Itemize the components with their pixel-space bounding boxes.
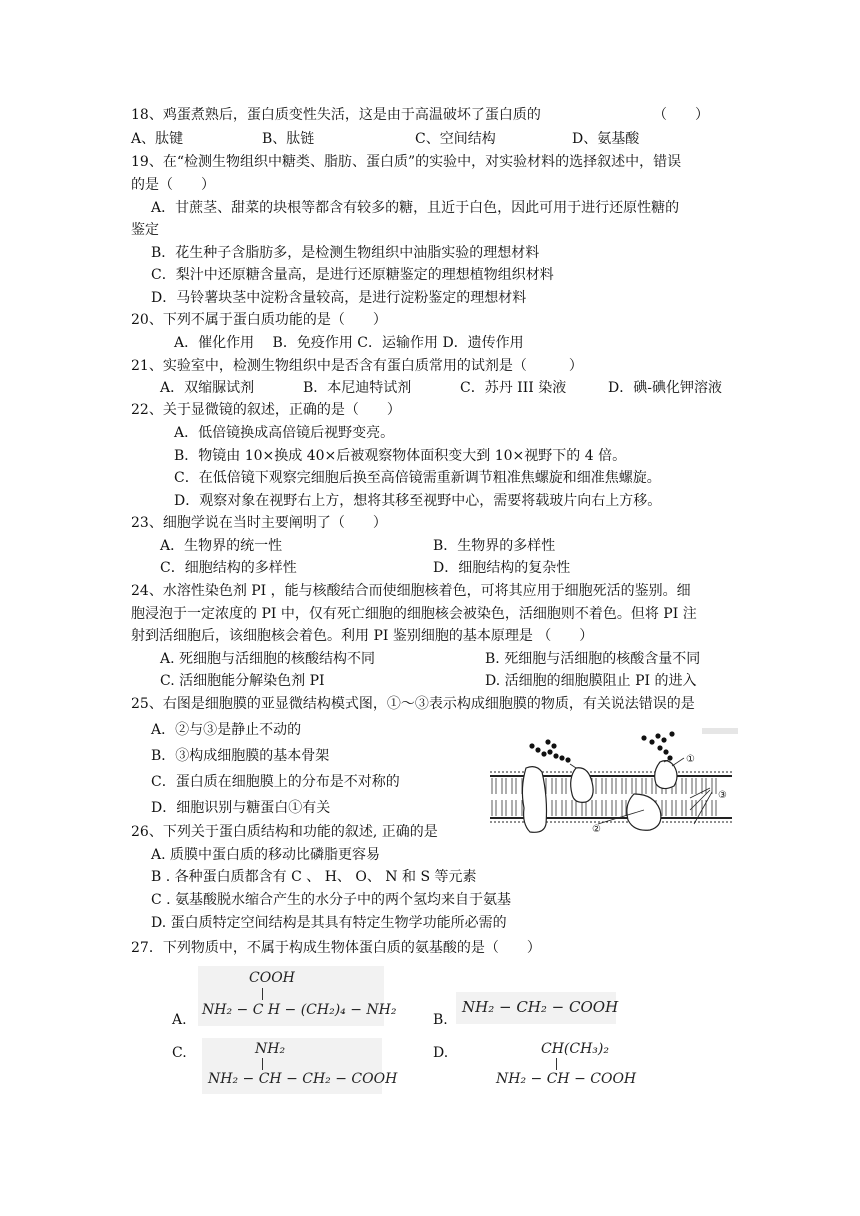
q26-option-b: B . 各种蛋白质都含有 C 、 H、 O、 N 和 S 等元素 [151,869,477,885]
label-3: ③ [718,790,727,801]
q18-option-a: A、肽键 [131,131,184,147]
q25-option-d: D．细胞识别与糖蛋白①有关 [151,800,331,816]
formula-a-bond [262,988,263,1000]
q25-option-a: A．②与③是静止不动的 [151,722,302,738]
q22-option-c: C．在低倍镜下观察完细胞后换至高倍镜需重新调节粗准焦螺旋和细准焦螺旋。 [174,470,661,486]
q23-stem: 23、细胞学说在当时主要阐明了（ ） [131,515,387,531]
q22-option-d: D．观察对象在视野右上方，想将其移至视野中心，需要将载玻片向右上方移。 [174,493,662,509]
q21-stem: 21、实验室中，检测生物组织中是否含有蛋白质常用的试剂是（ ） [131,358,583,374]
q19-option-a-line1: A．甘蔗茎、甜菜的块根等都含有较多的糖，且近于白色，因此可用于进行还原性糖的 [151,200,680,216]
q19-stem-line1: 19、在“检测生物组织中糖类、脂肪、蛋白质”的实验中，对实验材料的选择叙述中，错误 [131,154,682,170]
q24-option-c: C. 活细胞能分解染色剂 PI [160,673,325,689]
q18-answer-paren: （ ） [653,107,709,123]
formula-a-main: NH₂ − C H − (CH₂)₄ − NH₂ [202,1002,397,1018]
q25-option-c: C．蛋白质在细胞膜上的分布是不对称的 [151,774,400,790]
formula-d-bond [556,1058,557,1070]
q21-option-d: D．碘-碘化钾溶液 [608,380,722,396]
q27-stem: 27．下列物质中，不属于构成生物体蛋白质的氨基酸的是（ ） [131,940,541,956]
q18-option-b: B、肽链 [262,131,315,147]
q21-option-a: A．双缩脲试剂 [160,380,255,396]
formula-c-main: NH₂ − CH − CH₂ − COOH [208,1071,398,1087]
q19-option-a-line2: 鉴定 [131,222,159,238]
formula-d-main: NH₂ − CH − COOH [496,1071,637,1087]
q22-stem: 22、关于显微镜的叙述，正确的是（ ） [131,402,401,418]
formula-a-top: COOH [249,970,295,986]
q19-stem-line2: 的是（ ） [131,177,215,193]
q26-option-c: C . 氨基酸脱水缩合产生的水分子中的两个氢均来自于氨基 [151,892,512,908]
q24-option-b: B. 死细胞与活细胞的核酸含量不同 [485,651,701,667]
q23-option-d: D．细胞结构的复杂性 [433,560,571,576]
q24-stem-line3: 射到活细胞后，该细胞核会着色。利用 PI 鉴别细胞的基本原理是 （ ） [131,628,594,644]
q23-option-c: C．细胞结构的多样性 [160,560,297,576]
q18-stem: 18、鸡蛋煮熟后，蛋白质变性失活，这是由于高温破坏了蛋白质的 [131,107,541,123]
formula-d-top: CH(CH₃)₂ [541,1041,609,1057]
q27-label-b: B. [433,1012,448,1028]
q27-label-a: A. [172,1012,187,1028]
label-2: ② [592,824,601,835]
q22-option-a: A．低倍镜换成高倍镜后视野变亮。 [174,425,395,441]
q18-option-d: D、氨基酸 [572,131,640,147]
q25-stem: 25、右图是细胞膜的亚显微结构模式图，①～③表示构成细胞膜的物质，有关说法错误的是 [131,696,695,712]
label-1: ① [686,754,695,765]
q18-option-c: C、空间结构 [415,131,496,147]
q26-option-a: A. 质膜中蛋白质的移动比磷脂更容易 [151,847,381,863]
q24-option-a: A. 死细胞与活细胞的核酸结构不同 [160,651,376,667]
q26-option-d: D. 蛋白质特定空间结构是其具有特定生物学功能所必需的 [151,915,507,931]
q26-stem: 26、下列关于蛋白质结构和功能的叙述, 正确的是 [131,824,438,840]
q25-option-b: B．③构成细胞膜的基本骨架 [151,748,330,764]
glycoprotein-chains [529,731,674,762]
q24-stem-line1: 24、水溶性染色剂 PI ，能与核酸结合而使细胞核着色，可将其应用于细胞死活的鉴别。细 [131,583,691,599]
q20-stem: 20、下列不属于蛋白质功能的是（ ） [131,312,387,328]
q23-option-b: B．生物界的多样性 [433,538,556,554]
formula-b: NH₂ − CH₂ − COOH [462,998,619,1016]
q19-option-c: C．梨汁中还原糖含量高，是进行还原糖鉴定的理想植物组织材料 [151,267,554,283]
q27-label-d: D. [433,1045,449,1061]
q19-option-b: B．花生种子含脂肪多，是检测生物组织中油脂实验的理想材料 [151,245,540,261]
q24-stem-line2: 胞浸泡于一定浓度的 PI 中，仅有死亡细胞的细胞核会被染色，活细胞则不着色。但将 PI 注 [131,606,697,622]
q21-option-c: C．苏丹 III 染液 [460,380,567,396]
formula-c-bond [262,1058,263,1070]
q24-option-d: D. 活细胞的细胞膜阻止 PI 的进入 [485,673,697,689]
q20-options: A．催化作用 B．免疫作用 C．运输作用 D．遗传作用 [174,335,524,351]
q21-option-b: B．本尼迪特试剂 [303,380,412,396]
q19-option-d: D．马铃薯块茎中淀粉含量较高，是进行淀粉鉴定的理想材料 [151,290,527,306]
q27-label-c: C. [172,1045,187,1061]
q23-option-a: A．生物界的统一性 [160,538,283,554]
cell-membrane-diagram [484,728,740,840]
q22-option-b: B．物镜由 10×换成 40×后被观察物体面积变大到 10×视野下的 4 倍。 [174,448,627,464]
formula-c-top: NH₂ [255,1041,286,1057]
